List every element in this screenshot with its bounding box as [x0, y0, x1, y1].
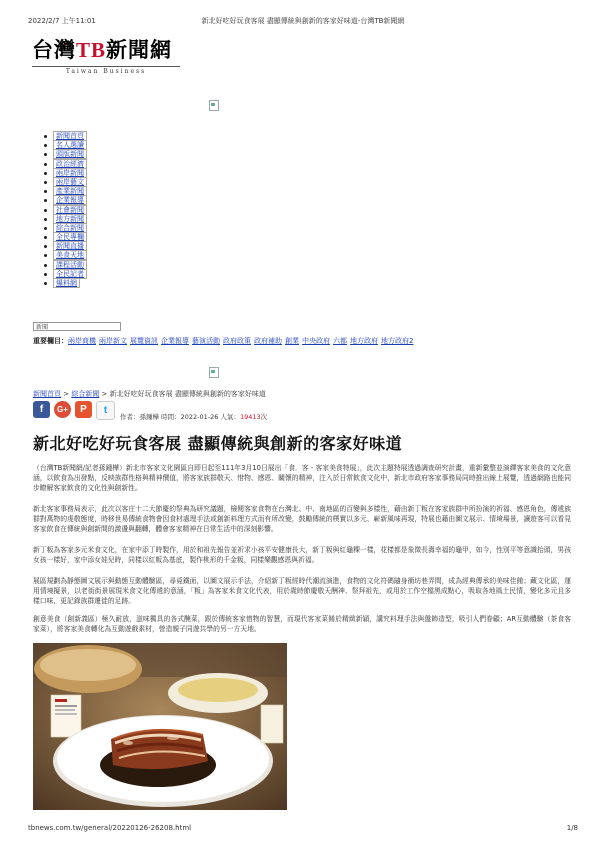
google-plus-share-icon[interactable]: G+	[54, 401, 71, 418]
breadcrumb-separator: >	[99, 390, 110, 398]
search-input[interactable]	[33, 322, 121, 331]
plurk-share-icon[interactable]: P	[75, 401, 92, 418]
nav-link[interactable]: 爆料網	[53, 278, 80, 288]
print-url: tbnews.com.tw/general/20220126-26208.html	[28, 824, 192, 832]
nav-link[interactable]: 社會新聞	[53, 205, 87, 215]
nav-link[interactable]: 政治經濟	[53, 159, 87, 169]
print-page-title: 新北好吃好玩食客展 盡顯傳統與創新的客家好味道-台灣TB新聞網	[201, 17, 405, 25]
nav-link[interactable]: 地方新聞	[53, 214, 87, 224]
keyword-link[interactable]: 地方政府2	[381, 337, 414, 345]
print-header	[28, 16, 578, 26]
keyword-link[interactable]: 創業	[285, 337, 299, 345]
keyword-link[interactable]: 政府補助	[254, 337, 282, 345]
site-logo[interactable]	[32, 34, 180, 75]
nav-link[interactable]: 兩岸新聞	[53, 168, 87, 178]
twitter-share-icon[interactable]: t	[96, 401, 115, 420]
keyword-link[interactable]: 兩岸商機	[68, 337, 96, 345]
publish-time: 2022-01-26	[180, 413, 219, 421]
nav-item	[44, 279, 87, 288]
nav-link[interactable]: 產業新聞	[53, 186, 87, 196]
views-unit: 次	[260, 413, 268, 421]
nav-link[interactable]: 兩岸藝文	[53, 177, 87, 187]
article-paragraph: 展區規劃為靜態圖文展示與動態互動體驗區，尋覓鐵面，以圖文展示手法，介紹新丁粄經時代潮流演進，食物的文化符碼隨身衝坊巷弄間，成為經典傳承的美味佳餚；藏文化區，運用情境擬景，以老街街景展現米食文化傳遞的意涵，「粄」為客家米食文化代表，用於歲時節慶敬天酬神、祭拜祖先，或用於工作空檔黑成點心，吸取各地風土民情，變化多元且多樣口味，更記錄族群遷徙的足跡。	[33, 577, 571, 606]
logo-pre: 台灣	[32, 37, 76, 62]
main-nav	[44, 132, 87, 288]
keyword-links	[68, 337, 416, 345]
print-footer	[28, 824, 578, 832]
article-photo	[33, 643, 287, 810]
nav-link[interactable]: 頭版新聞	[53, 149, 87, 159]
article-paragraph: （台灣TB新聞網/記者孫鍾樺）新北市客家文化園區自即日起至111年3月10日展出「食．客 - 客家美食特展」，此次主題特展透過調查研究計畫，重新彙整並演繹客家美食的文化意涵，以飲食為出發點，反映族群性格與精神價值，將客家族群敬天、惜物、感恩、關懷的精神，注入於日常飲食文化中，新北市政府客家事務局同時推出線上展覽，透過網路也能同步瞭解客家飲食的文化性與創新性。	[33, 464, 571, 493]
nav-link[interactable]: 新聞首頁	[53, 131, 87, 141]
article-meta	[120, 412, 267, 421]
keyword-link[interactable]: 企業報導	[161, 337, 189, 345]
keyword-link[interactable]: 地方政府	[350, 337, 378, 345]
print-page-number: 1/8	[566, 824, 578, 832]
breadcrumb	[33, 389, 266, 399]
article-paragraph: 新北客家事務局表示，此次以客庄十二大節慶的祭典為研究議題，檢閱客家食物在台灣北、中、南地區的百變與多樣性，藉由新丁粄在客家族群中所扮演的祈福、感恩角色，傳遞族群對萬物的虔敬態度，時移世易傳統食物會因食材處理手法或創新料理方式而有所改變，鼓勵傳統的樸實以多元、嶄新風味再現，特展也藉由圖文展示、情境場景，讓遊客可以看見客家飲食在傳統與創新間的激盪與翻轉，體會客家精神在日常生活中的深刻影響。	[33, 505, 571, 534]
article-paragraph: 創意美食（創新義區）極久耐放，滋味獨具的各式醃菜，跟於傳統客家惜物的智慧，而現代客家菜餚於精緻新穎，講究料理手法與盤飾造型，吸引人們眷顧；AR互動體驗（茶食客家菜），將客家美食轉化為互動遊戲素材，營造親子同遊共學的另一方天地。	[33, 615, 571, 634]
logo-tb: TB	[76, 38, 107, 62]
logo-wordmark	[32, 34, 180, 64]
breadcrumb-home[interactable]: 新聞首頁	[33, 390, 61, 398]
author-label: 作者：	[120, 413, 140, 421]
nav-link[interactable]: 新聞直播	[53, 241, 87, 251]
article-paragraph: 新丁粄為客家多元米食文化，在家中添丁時製作，用於和祖先報告並祈求小孩平安健康長大，新丁粄與紅龜粿一樣，花樣都是象徵長壽幸福的龜甲，如今，性別平等意識抬頭，男孩女孩一樣好，家中添女娃兒時，同樣以紅粄為基底，製作桃形的千金粄，同樣樂觀感恩與祈福。	[33, 546, 571, 565]
breadcrumb-separator: >	[61, 390, 72, 398]
keyword-link[interactable]: 藝演活動	[192, 337, 220, 345]
nav-link[interactable]: 課程活動	[53, 260, 87, 270]
nav-link[interactable]: 名人選讀	[53, 140, 87, 150]
logo-subtitle: Taiwan Business	[65, 68, 147, 75]
logo-post: 新聞網	[106, 37, 173, 62]
broken-image-icon	[209, 100, 219, 111]
breadcrumb-category[interactable]: 綜合新聞	[71, 390, 100, 398]
author-name: 孫鍾樺	[139, 413, 159, 421]
keyword-link[interactable]: 展覽資訊	[130, 337, 158, 345]
print-datetime: 2022/2/7 上午11:01	[28, 17, 96, 25]
broken-image-icon	[209, 367, 219, 378]
nav-link[interactable]: 美食天地	[53, 250, 87, 260]
keyword-bar	[33, 336, 416, 346]
keyword-link[interactable]: 政府政策	[223, 337, 251, 345]
nav-link[interactable]: 全民記者	[53, 269, 87, 279]
nav-link[interactable]: 企業報導	[53, 195, 87, 205]
view-count: 19413	[239, 413, 261, 421]
time-label: 時間：	[159, 413, 181, 421]
share-bar	[33, 401, 115, 420]
keyword-link[interactable]: 中央政府	[302, 337, 330, 345]
keyword-link[interactable]: 兩岸新文	[99, 337, 127, 345]
logo-rule	[32, 66, 180, 67]
views-label: 人氣：	[218, 413, 240, 421]
keyword-label: 重要欄目：	[33, 337, 68, 345]
nav-link[interactable]: 全民專欄	[53, 232, 87, 242]
article-headline: 新北好吃好玩食客展 盡顯傳統與創新的客家好味道	[33, 434, 403, 453]
facebook-share-icon[interactable]: f	[33, 401, 50, 418]
keyword-link[interactable]: 六都	[333, 337, 347, 345]
nav-link[interactable]: 綜合新聞	[53, 223, 87, 233]
breadcrumb-current: 新北好吃好玩食客展 盡顯傳統與創新的客家好味道	[109, 390, 266, 398]
